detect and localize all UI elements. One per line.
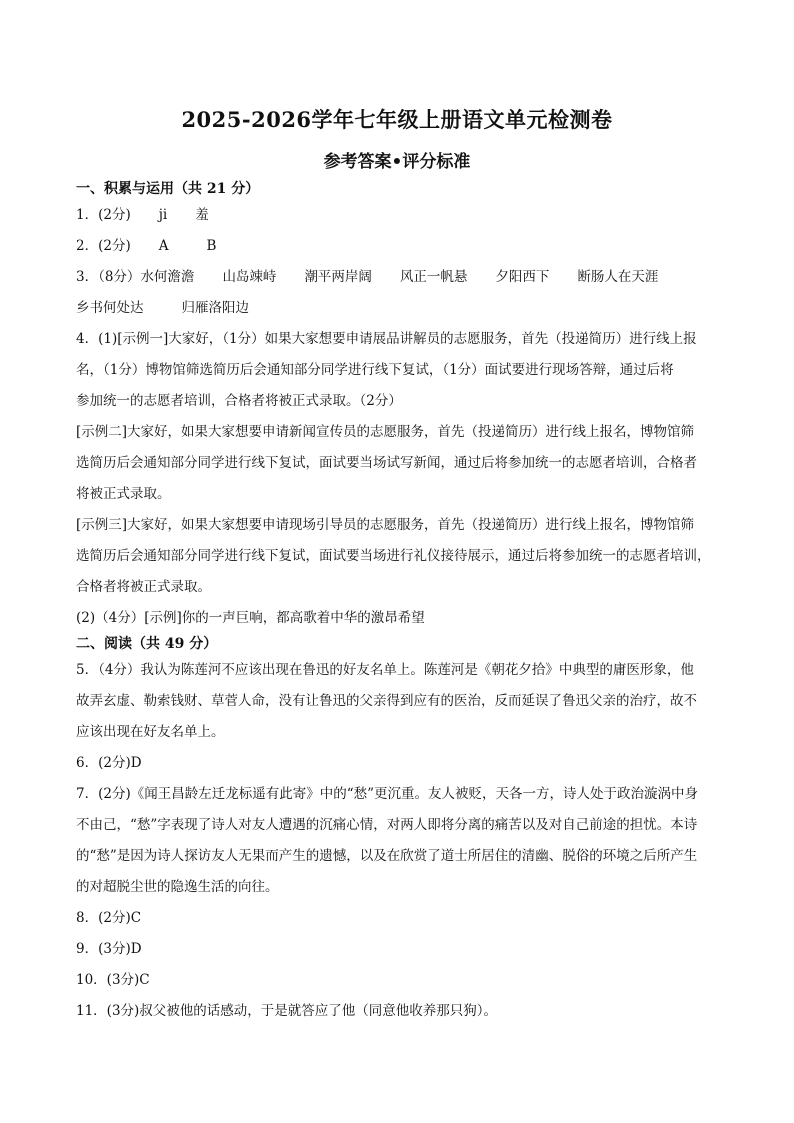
answer-content: [76, 178, 722, 1027]
answer-q4-line: 将被正式录取。: [76, 486, 171, 502]
answer-q4-line: 合格者将被正式录取。: [76, 579, 211, 595]
section-heading-accumulation: 一、积累与运用（共 21 分）: [76, 181, 260, 197]
q3-item: 风正一帆悬: [399, 269, 468, 285]
answer-q8: 8．(2分)C: [76, 910, 142, 926]
q1-answer-a: ji: [158, 207, 168, 223]
q2-answer-b: B: [206, 238, 217, 254]
answer-q7-line: 的对超脱尘世的隐逸生活的向往。: [76, 879, 279, 895]
document-subtitle: 参考答案•评分标准: [323, 152, 471, 172]
answer-q4-line: 选简历后会通知部分同学进行线下复试，面试要当场试写新闻，通过后将参加统一的志愿者培训，合格者: [76, 455, 697, 471]
answer-q1: [76, 200, 722, 231]
q3-number: 3．（8分）: [76, 269, 141, 285]
q3-item: 潮平两岸阔: [304, 269, 372, 285]
q3-item: 山岛竦峙: [222, 269, 277, 285]
answer-q4-part2: (2)（4分）[示例]你的一声巨响，都高歌着中华的激昂希望: [76, 610, 425, 626]
q3-item: 断肠人在天涯: [577, 269, 659, 285]
answer-q7-line: 不由己，“愁”字表现了诗人对友人遭遇的沉痛心情，对两人即将分离的痛苦以及对自己前途的担忧。本诗: [76, 817, 698, 833]
section-heading-reading: 二、阅读（共 49 分）: [76, 636, 218, 652]
answer-q4-line: 4．(1)[示例一]大家好，（1分）如果大家想要申请展品讲解员的志愿服务，首先（投递简历）进行线上报: [76, 331, 697, 347]
q3-item: 乡书何处达: [76, 300, 144, 316]
answer-q5-line: 应该出现在好友名单上。: [76, 724, 225, 740]
answer-q4-line: 选简历后会通知部分同学进行线下复试，面试要当场进行礼仪接待展示，通过后将参加统一的志愿者培训，: [76, 548, 711, 564]
answer-q5-line: 5．（4分）我认为陈莲河不应该出现在鲁迅的好友名单上。陈莲河是《朝花夕拾》中典型的庸医形象，他: [76, 662, 694, 678]
q2-answer-a: A: [158, 238, 169, 254]
q1-number: 1．(2分): [76, 207, 131, 223]
answer-q3: [76, 262, 722, 293]
answer-q4-line: 参加统一的志愿者培训，合格者将被正式录取。（2分）: [76, 393, 402, 409]
answer-q6: 6．(2分)D: [76, 755, 142, 771]
q3-item: 归雁洛阳边: [181, 300, 249, 316]
answer-q7-line: 7．(2分)《闻王昌龄左迁龙标遥有此寄》中的“愁”更沉重。友人被贬，天各一方，诗人处于政治漩涡中身: [76, 786, 699, 802]
answer-q11: 11．(3分)叔父被他的话感动，于是就答应了他（同意他收养那只狗）。: [76, 1003, 498, 1019]
answer-q4-line: [示例二]大家好，如果大家想要申请新闻宣传员的志愿服务，首先（投递简历）进行线上报名，博物馆筛: [76, 424, 695, 440]
answer-q10: 10．(3分)C: [76, 972, 150, 988]
answer-q9: 9．(3分)D: [76, 941, 142, 957]
q2-number: 2．(2分): [76, 238, 131, 254]
q1-answer-b: 羞: [195, 207, 209, 223]
q3-item: 水何澹澹: [140, 269, 195, 285]
answer-q2: [76, 231, 722, 262]
document-title: 2025-2026学年七年级上册语文单元检测卷: [181, 107, 613, 132]
answer-q4-line: [示例三]大家好，如果大家想要申请现场引导员的志愿服务，首先（投递简历）进行线上报名，博物馆筛: [76, 517, 695, 533]
answer-q4-line: 名，（1分）博物馆筛选简历后会通知部分同学进行线下复试，（1分）面试要进行现场答辩，通过后将: [76, 362, 674, 378]
answer-q3-cont: [76, 293, 722, 324]
answer-q7-line: 的“愁”是因为诗人探访友人无果而产生的遗憾，以及在欣赏了道士所居住的清幽、脱俗的环境之后所产生: [76, 848, 698, 864]
answer-q5-line: 故弄玄虚、勒索钱财、草菅人命，没有让鲁迅的父亲得到应有的医治，反而延误了鲁迅父亲的治疗，故不: [76, 693, 697, 709]
q3-item: 夕阳西下: [495, 269, 550, 285]
